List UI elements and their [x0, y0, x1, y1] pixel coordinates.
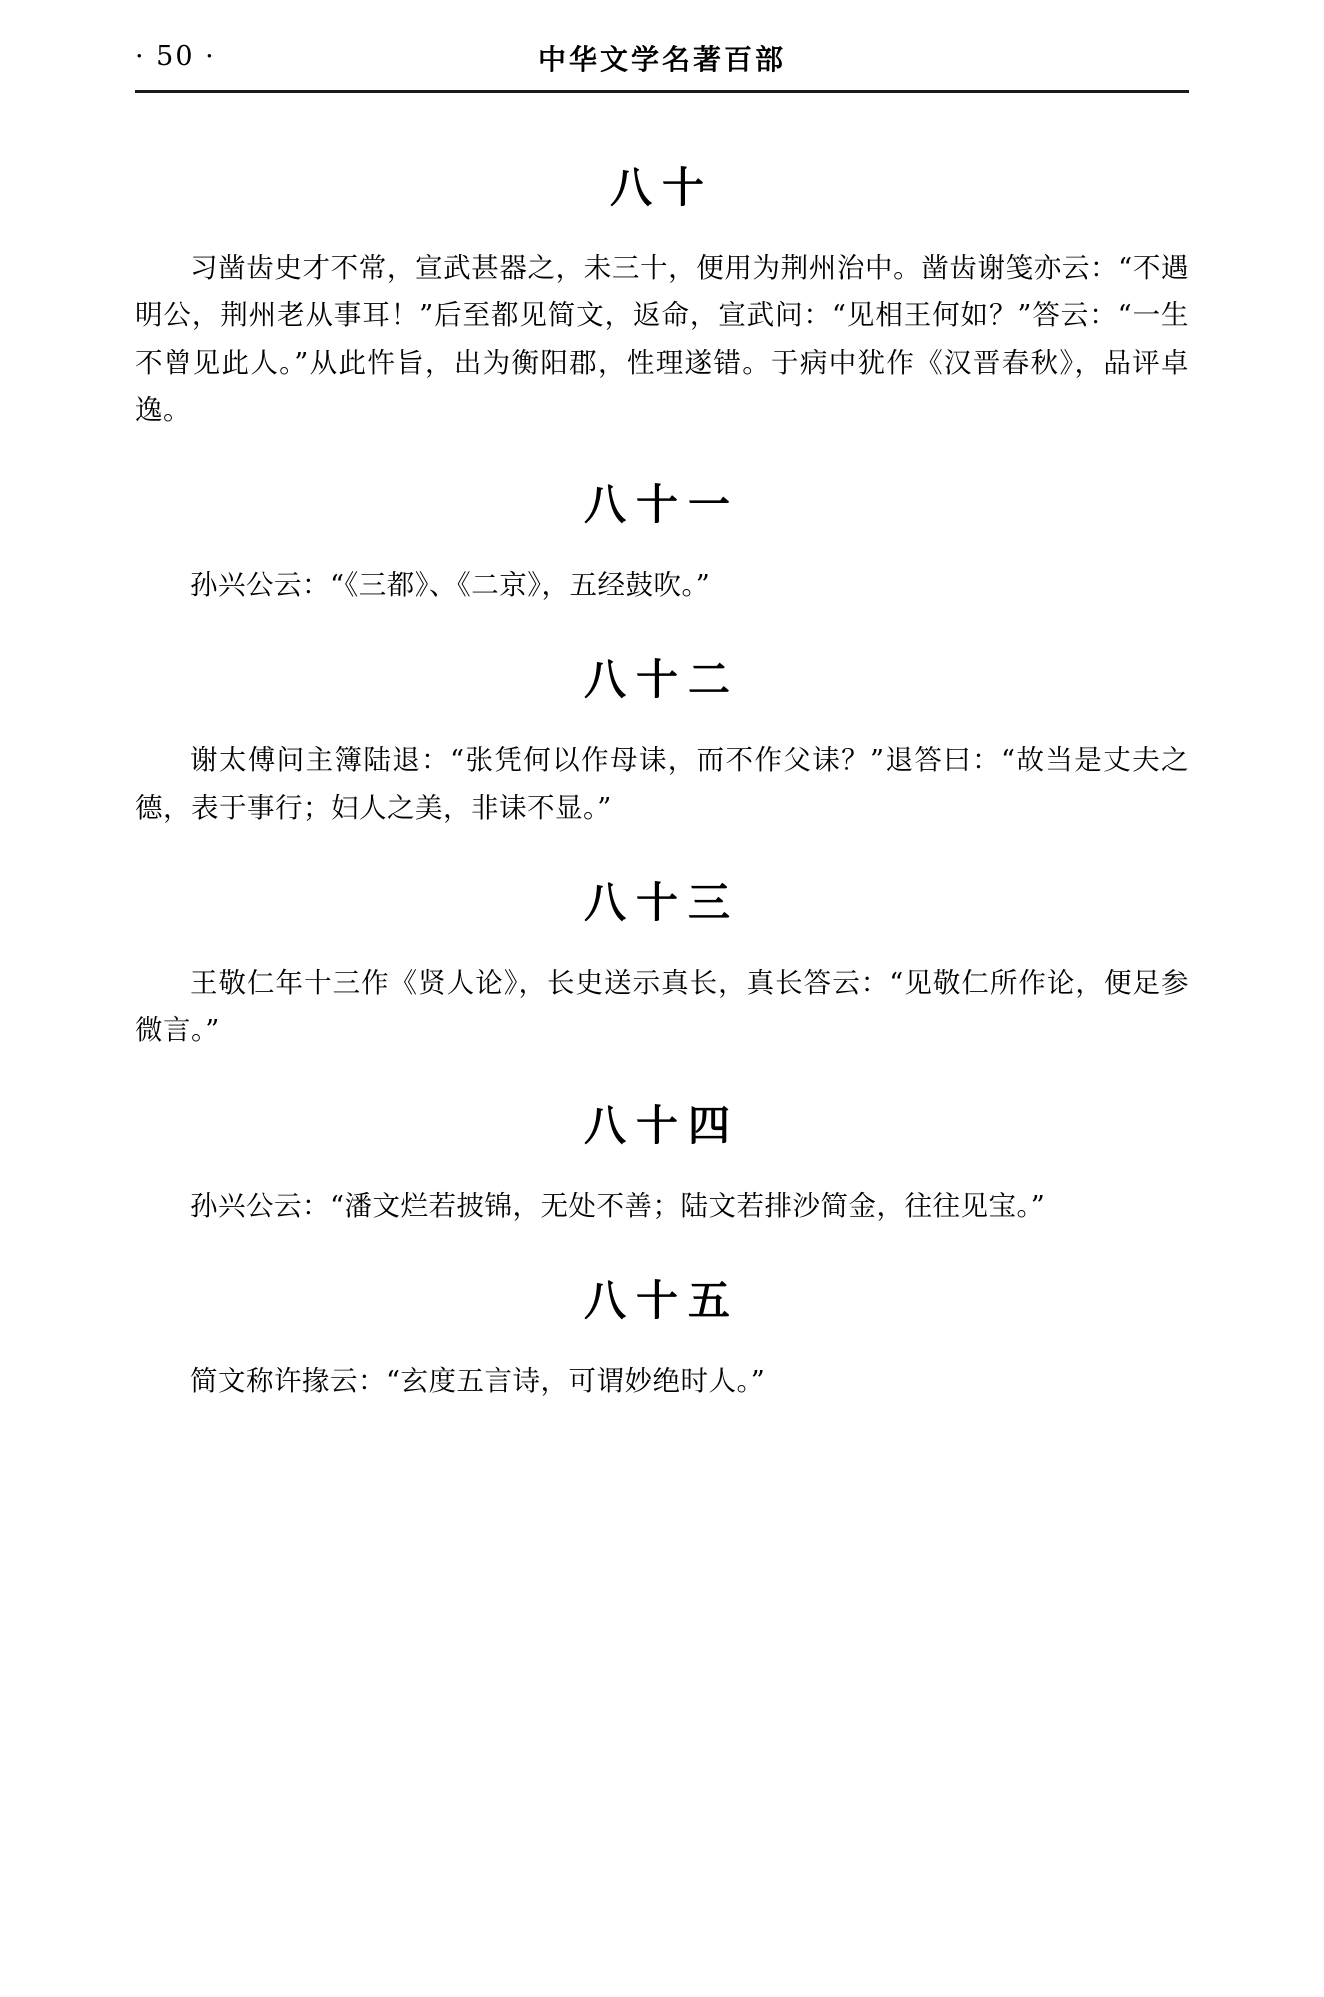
page-content — [135, 93, 1189, 1405]
section-heading: 八十二 — [583, 655, 740, 705]
section-paragraph: 孙兴公云：“潘文烂若披锦，无处不善；陆文若排沙简金，往往见宝。” — [190, 1189, 1046, 1222]
section-paragraph: 王敬仁年十三作《贤人论》，长史送示真长，真长答云：“见敬仁所作论，便足参微言。” — [135, 967, 1189, 1047]
page-header — [135, 0, 1189, 82]
section-81 — [135, 472, 1189, 609]
section-paragraph: 习凿齿史才不常，宣武甚器之，未三十，便用为荆州治中。凿齿谢笺亦云：“不遇明公，荆州老从事耳！”后至都见简文，返命，宣武问：“见相王何如？”答云：“一生不曾见此人。”从此忤旨，出为衡阳郡，性理遂错。于病中犹作《汉晋春秋》，品评卓逸。 — [135, 252, 1189, 426]
section-heading: 八十一 — [583, 480, 740, 530]
section-heading: 八十四 — [583, 1100, 740, 1150]
section-paragraph: 谢太傅问主簿陆退：“张凭何以作母诔，而不作父诔？”退答曰：“故当是丈夫之德，表于事行；妇人之美，非诔不显。” — [135, 744, 1189, 824]
section-heading: 八十 — [609, 163, 714, 212]
running-head-title: 中华文学名著百部 — [537, 43, 786, 76]
section-83 — [135, 870, 1189, 1055]
section-82 — [135, 647, 1189, 832]
section-80 — [135, 155, 1189, 434]
section-85 — [135, 1268, 1189, 1405]
section-heading: 八十三 — [583, 878, 740, 928]
section-paragraph: 简文称许掾云：“玄度五言诗，可谓妙绝时人。” — [190, 1364, 766, 1397]
section-heading: 八十五 — [583, 1275, 740, 1325]
section-84 — [135, 1093, 1189, 1230]
section-paragraph: 孙兴公云：“《三都》、《二京》，五经鼓吹。” — [190, 569, 711, 602]
page-folio: · 50 · — [135, 41, 216, 72]
